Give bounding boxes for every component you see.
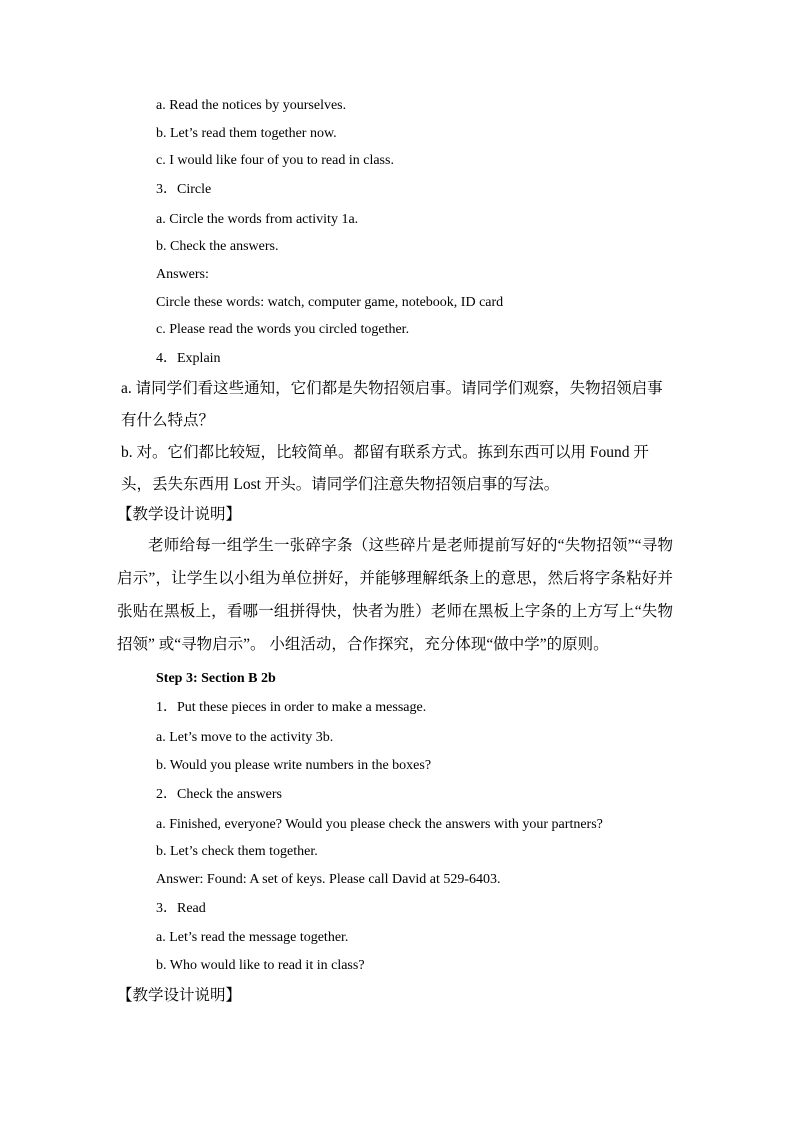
text-line: b. Who would like to read it in class? xyxy=(156,958,365,973)
text-line: 1．Put these pieces in order to make a message. xyxy=(156,700,427,715)
text-line: a. Circle the words from activity 1a. xyxy=(156,212,359,227)
text-line: a. Let’s read the message together. xyxy=(156,930,349,945)
item-heading: 3．Circle xyxy=(156,182,212,197)
text-line: b. Would you please write numbers in the boxes? xyxy=(156,758,432,773)
text-line: c. Please read the words you circled together. xyxy=(156,322,410,337)
item-heading: 3．Read xyxy=(156,901,206,916)
text-line: c. I would like four of you to read in class. xyxy=(156,153,394,168)
text-line: Answers: xyxy=(156,267,209,282)
item-heading: 4．Explain xyxy=(156,351,221,366)
text-line: Answer: Found: A set of keys. Please call David at 529-6403. xyxy=(156,872,501,887)
explain-b: b. 对。它们都比较短，比较简单。都留有联系方式。拣到东西可以用 Found 开头，丢失东西用 Lost 开头。请同学们注意失物招领启事的写法。 xyxy=(121,444,649,493)
design-heading: 【教学设计说明】 xyxy=(117,506,242,523)
text-line: a. Read the notices by yourselves. xyxy=(156,98,347,113)
explain-a: a. 请同学们看这些通知，它们都是失物招领启事。请同学们观察，失物招领启事有什么特点？ xyxy=(121,380,663,429)
text-line: b. Let’s read them together now. xyxy=(156,126,337,141)
text-line: a. Finished, everyone? Would you please check the answers with your partners? xyxy=(156,817,603,832)
text-line: b. Check the answers. xyxy=(156,239,279,254)
text-line: a. Let’s move to the activity 3b. xyxy=(156,730,334,745)
text-line: b. Let’s check them together. xyxy=(156,844,318,859)
design-paragraph: 老师给每一组学生一张碎字条（这些碎片是老师提前写好的“失物招领”“寻物启示”，让学生以小组为单位拼好，并能够理解纸条上的意思，然后将字条粘好并张贴在黑板上，看哪一组拼得快，快者为胜）老师在黑板上字条的上方写上“失物招领” 或“寻物启示”。 小组活动，合作探究，充分体现“做中学”的原则。 xyxy=(117,537,673,653)
item-heading: 2．Check the answers xyxy=(156,787,282,802)
text-line: Circle these words: watch, computer game, notebook, ID card xyxy=(156,295,504,310)
step-title: Step 3: Section B 2b xyxy=(156,671,276,686)
design-heading: 【教学设计说明】 xyxy=(117,987,242,1004)
